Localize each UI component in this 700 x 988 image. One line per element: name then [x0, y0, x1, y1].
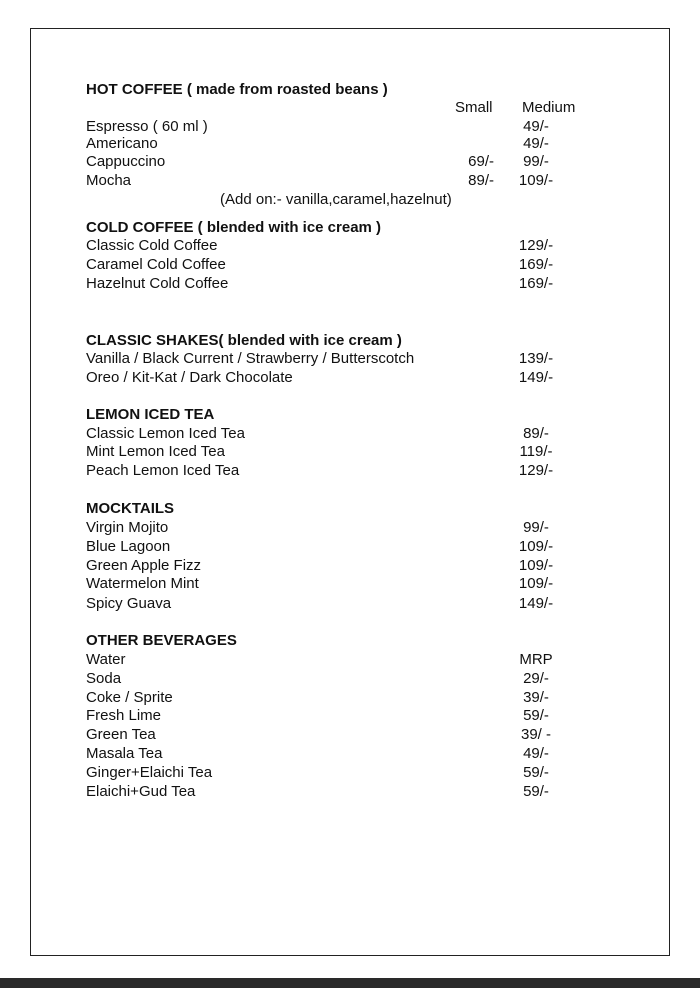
item-price-medium: 169/-: [518, 275, 554, 292]
menu-item: [86, 518, 606, 537]
item-price-medium: 109/-: [518, 557, 554, 574]
item-price-medium: 59/-: [523, 783, 549, 800]
item-price-medium: 139/-: [518, 350, 554, 367]
menu-item: [86, 763, 606, 782]
item-price-medium: 149/-: [518, 369, 554, 386]
addon-note: (Add on:- vanilla,caramel,hazelnut): [220, 191, 452, 208]
item-name: Green Tea: [86, 726, 156, 743]
item-name: Watermelon Mint: [86, 575, 199, 592]
item-price-medium: 109/-: [518, 172, 554, 189]
item-name: Vanilla / Black Current / Strawberry / Butterscotch: [86, 350, 415, 367]
lemon-iced-tea-heading: LEMON ICED TEA: [86, 406, 215, 423]
item-name: Espresso ( 60 ml ): [86, 118, 208, 135]
item-name: Cappuccino: [86, 153, 166, 170]
item-name: Water: [86, 651, 126, 668]
item-name: Masala Tea: [86, 745, 163, 762]
item-name: Caramel Cold Coffee: [86, 256, 226, 273]
section-heading-hot-coffee: [86, 80, 606, 99]
item-name: Virgin Mojito: [86, 519, 169, 536]
menu-item: [86, 782, 606, 801]
item-name: Mint Lemon Iced Tea: [86, 443, 225, 460]
menu-item: [86, 255, 606, 274]
menu-item: [86, 650, 606, 669]
item-price-small: 69/-: [468, 153, 494, 170]
mocktails-heading: MOCKTAILS: [86, 500, 175, 517]
item-name: Oreo / Kit-Kat / Dark Chocolate: [86, 369, 293, 386]
item-price-medium: 49/-: [523, 118, 549, 135]
menu-item: [86, 424, 606, 443]
menu-item: [86, 669, 606, 688]
menu-item: [86, 171, 606, 190]
menu-item: [86, 594, 606, 613]
menu-item: [86, 688, 606, 707]
classic-shakes-heading: CLASSIC SHAKES( blended with ice cream ): [86, 332, 402, 349]
item-price-medium: 109/-: [518, 538, 554, 555]
item-name: Fresh Lime: [86, 707, 162, 724]
item-price-medium: MRP: [519, 651, 553, 668]
item-price-medium: 99/-: [523, 153, 549, 170]
bottom-edge: [0, 978, 700, 988]
menu-item: [86, 574, 606, 593]
menu-item: [86, 537, 606, 556]
item-price-medium: 59/-: [523, 764, 549, 781]
item-price-medium: 59/-: [523, 707, 549, 724]
item-name: Elaichi+Gud Tea: [86, 783, 196, 800]
item-price-medium: 49/-: [523, 745, 549, 762]
item-price-medium: 169/-: [518, 256, 554, 273]
menu-item: [86, 556, 606, 575]
item-name: Mocha: [86, 172, 132, 189]
item-price-medium: 39/ -: [520, 726, 551, 743]
section-heading-other-beverages: [86, 631, 606, 650]
item-price-medium: 129/-: [518, 237, 554, 254]
item-name: Classic Lemon Iced Tea: [86, 425, 245, 442]
menu-item: [86, 274, 606, 293]
menu-item: [86, 706, 606, 725]
menu-item: [86, 134, 606, 153]
item-price-medium: 49/-: [523, 135, 549, 152]
menu-item: [86, 152, 606, 171]
item-price-medium: 99/-: [523, 519, 549, 536]
item-price-medium: 129/-: [518, 462, 554, 479]
item-name: Hazelnut Cold Coffee: [86, 275, 229, 292]
item-name: Peach Lemon Iced Tea: [86, 462, 240, 479]
item-price-medium: 39/-: [523, 689, 549, 706]
item-price-medium: 89/-: [523, 425, 549, 442]
menu-item: [86, 461, 606, 480]
item-price-medium: 119/-: [519, 443, 553, 460]
item-price-small: 89/-: [468, 172, 494, 189]
section-heading-mocktails: [86, 499, 606, 518]
cold-coffee-heading: COLD COFFEE ( blended with ice cream ): [86, 219, 382, 236]
menu-item: [86, 349, 606, 368]
section-heading-cold-coffee: [86, 218, 606, 237]
item-price-medium: 149/-: [518, 595, 554, 612]
section-heading-classic-shakes: [86, 331, 606, 350]
menu-item: [86, 236, 606, 255]
column-header-small: Small: [455, 99, 493, 116]
menu-item: [86, 442, 606, 461]
menu-item: [86, 725, 606, 744]
section-heading-lemon-iced-tea: [86, 405, 606, 424]
item-name: Soda: [86, 670, 122, 687]
column-header-medium: Medium: [522, 99, 576, 116]
other-beverages-heading: OTHER BEVERAGES: [86, 632, 237, 649]
item-name: Classic Cold Coffee: [86, 237, 218, 254]
menu-item: [86, 368, 606, 387]
item-name: Ginger+Elaichi Tea: [86, 764, 213, 781]
hot-coffee-heading: HOT COFFEE ( made from roasted beans ): [86, 81, 388, 98]
item-name: Coke / Sprite: [86, 689, 173, 706]
item-price-medium: 109/-: [518, 575, 554, 592]
menu-item: [86, 744, 606, 763]
item-price-medium: 29/-: [523, 670, 549, 687]
item-name: Spicy Guava: [86, 595, 172, 612]
item-name: Blue Lagoon: [86, 538, 171, 555]
item-name: Green Apple Fizz: [86, 557, 202, 574]
item-name: Americano: [86, 135, 158, 152]
